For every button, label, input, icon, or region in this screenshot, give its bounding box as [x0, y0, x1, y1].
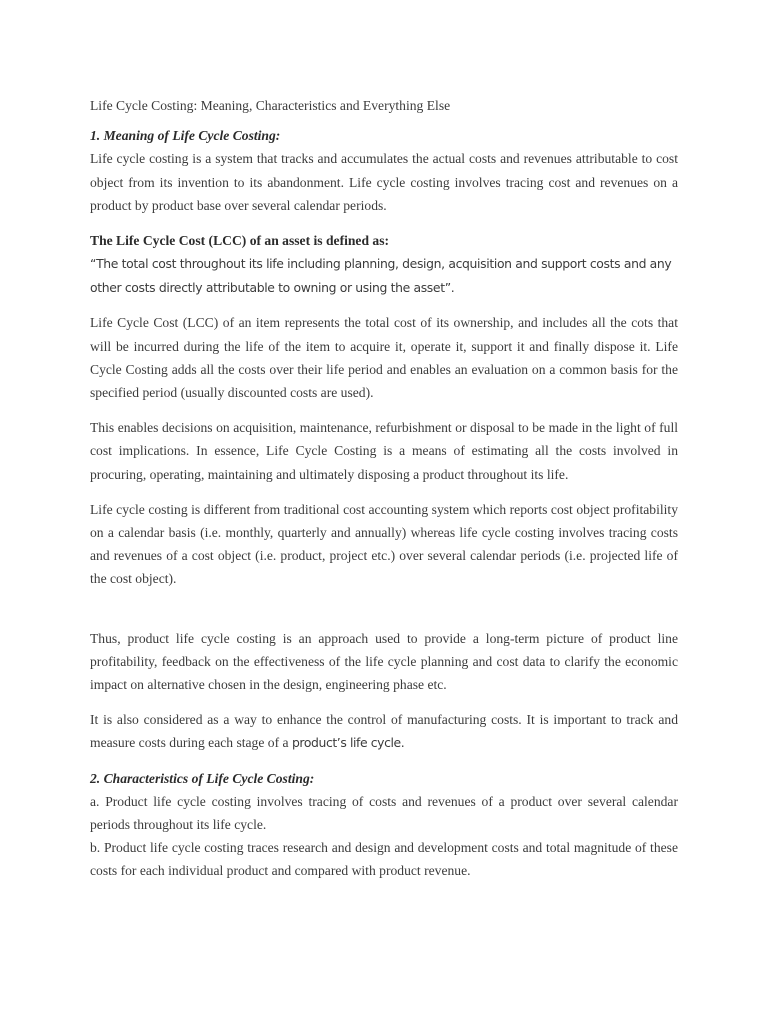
paragraph-manufacturing-control — [90, 708, 678, 754]
paragraph-definition: Life cycle costing is a system that tracks and accumulates the actual costs and revenues attributable to cost object from its invention to its abandonment. Life cycle costing involves tracing cost and revenues on a product by product base over several calendar periods. — [90, 151, 678, 213]
lcc-definition-heading: The Life Cycle Cost (LCC) of an asset is defined as: — [90, 233, 390, 249]
characteristic-item-b: b. Product life cycle costing traces research and design and development costs and total magnitude of these costs for each individual product and compared with product revenue. — [90, 840, 678, 879]
paragraph-long-term-picture: Thus, product life cycle costing is an approach used to provide a long-term picture of product line profitability, feedback on the effectiveness of the life cycle planning and cost data to clarify the economic impact on alternative chosen in the design, engineering phase etc. — [90, 630, 678, 693]
paragraph-decisions: This enables decisions on acquisition, maintenance, refurbishment or disposal to be made in the light of full cost implications. In essence, Life Cycle Costing is a means of estimating all the costs involved in procuring, operating, maintaining and ultimately disposing a product throughout its life. — [90, 420, 678, 482]
paragraph-manufacturing-control-main: It is also considered as a way to enhance the control of manufacturing costs. It is important to track and measure costs during each stage of a — [90, 712, 678, 751]
lcc-definition-quote: “The total cost throughout its life including planning, design, acquisition and support costs and any other costs directly attributable to owning or using the asset”. — [90, 256, 672, 295]
document-title: Life Cycle Costing: Meaning, Characteristics and Everything Else — [90, 98, 451, 113]
section-heading-meaning: 1. Meaning of Life Cycle Costing: — [90, 128, 281, 144]
paragraph-lcc-ownership: Life Cycle Cost (LCC) of an item represents the total cost of its ownership, and includes all the cots that will be incurred during the life of the item to acquire it, operate it, support it and finally dispose it. Life Cycle Costing adds all the costs over their life period and enables an evaluation on a common basis for the specified period (usually discounted costs are used). — [90, 315, 678, 401]
paragraph-traditional-comparison: Life cycle costing is different from traditional cost accounting system which reports cost object profitability on a calendar basis (i.e. monthly, quarterly and annually) whereas life cycle costing involves tracing costs and revenues of a cost object (i.e. product, project etc.) over several calendar periods (i.e. projected life of the cost object). — [90, 501, 678, 587]
characteristic-item-a: a. Product life cycle costing involves tracing of costs and revenues of a product over several calendar periods throughout its life cycle. — [90, 793, 678, 833]
paragraph-manufacturing-control-tail: product’s life cycle. — [291, 735, 405, 751]
section-heading-characteristics: 2. Characteristics of Life Cycle Costing: — [90, 770, 315, 786]
